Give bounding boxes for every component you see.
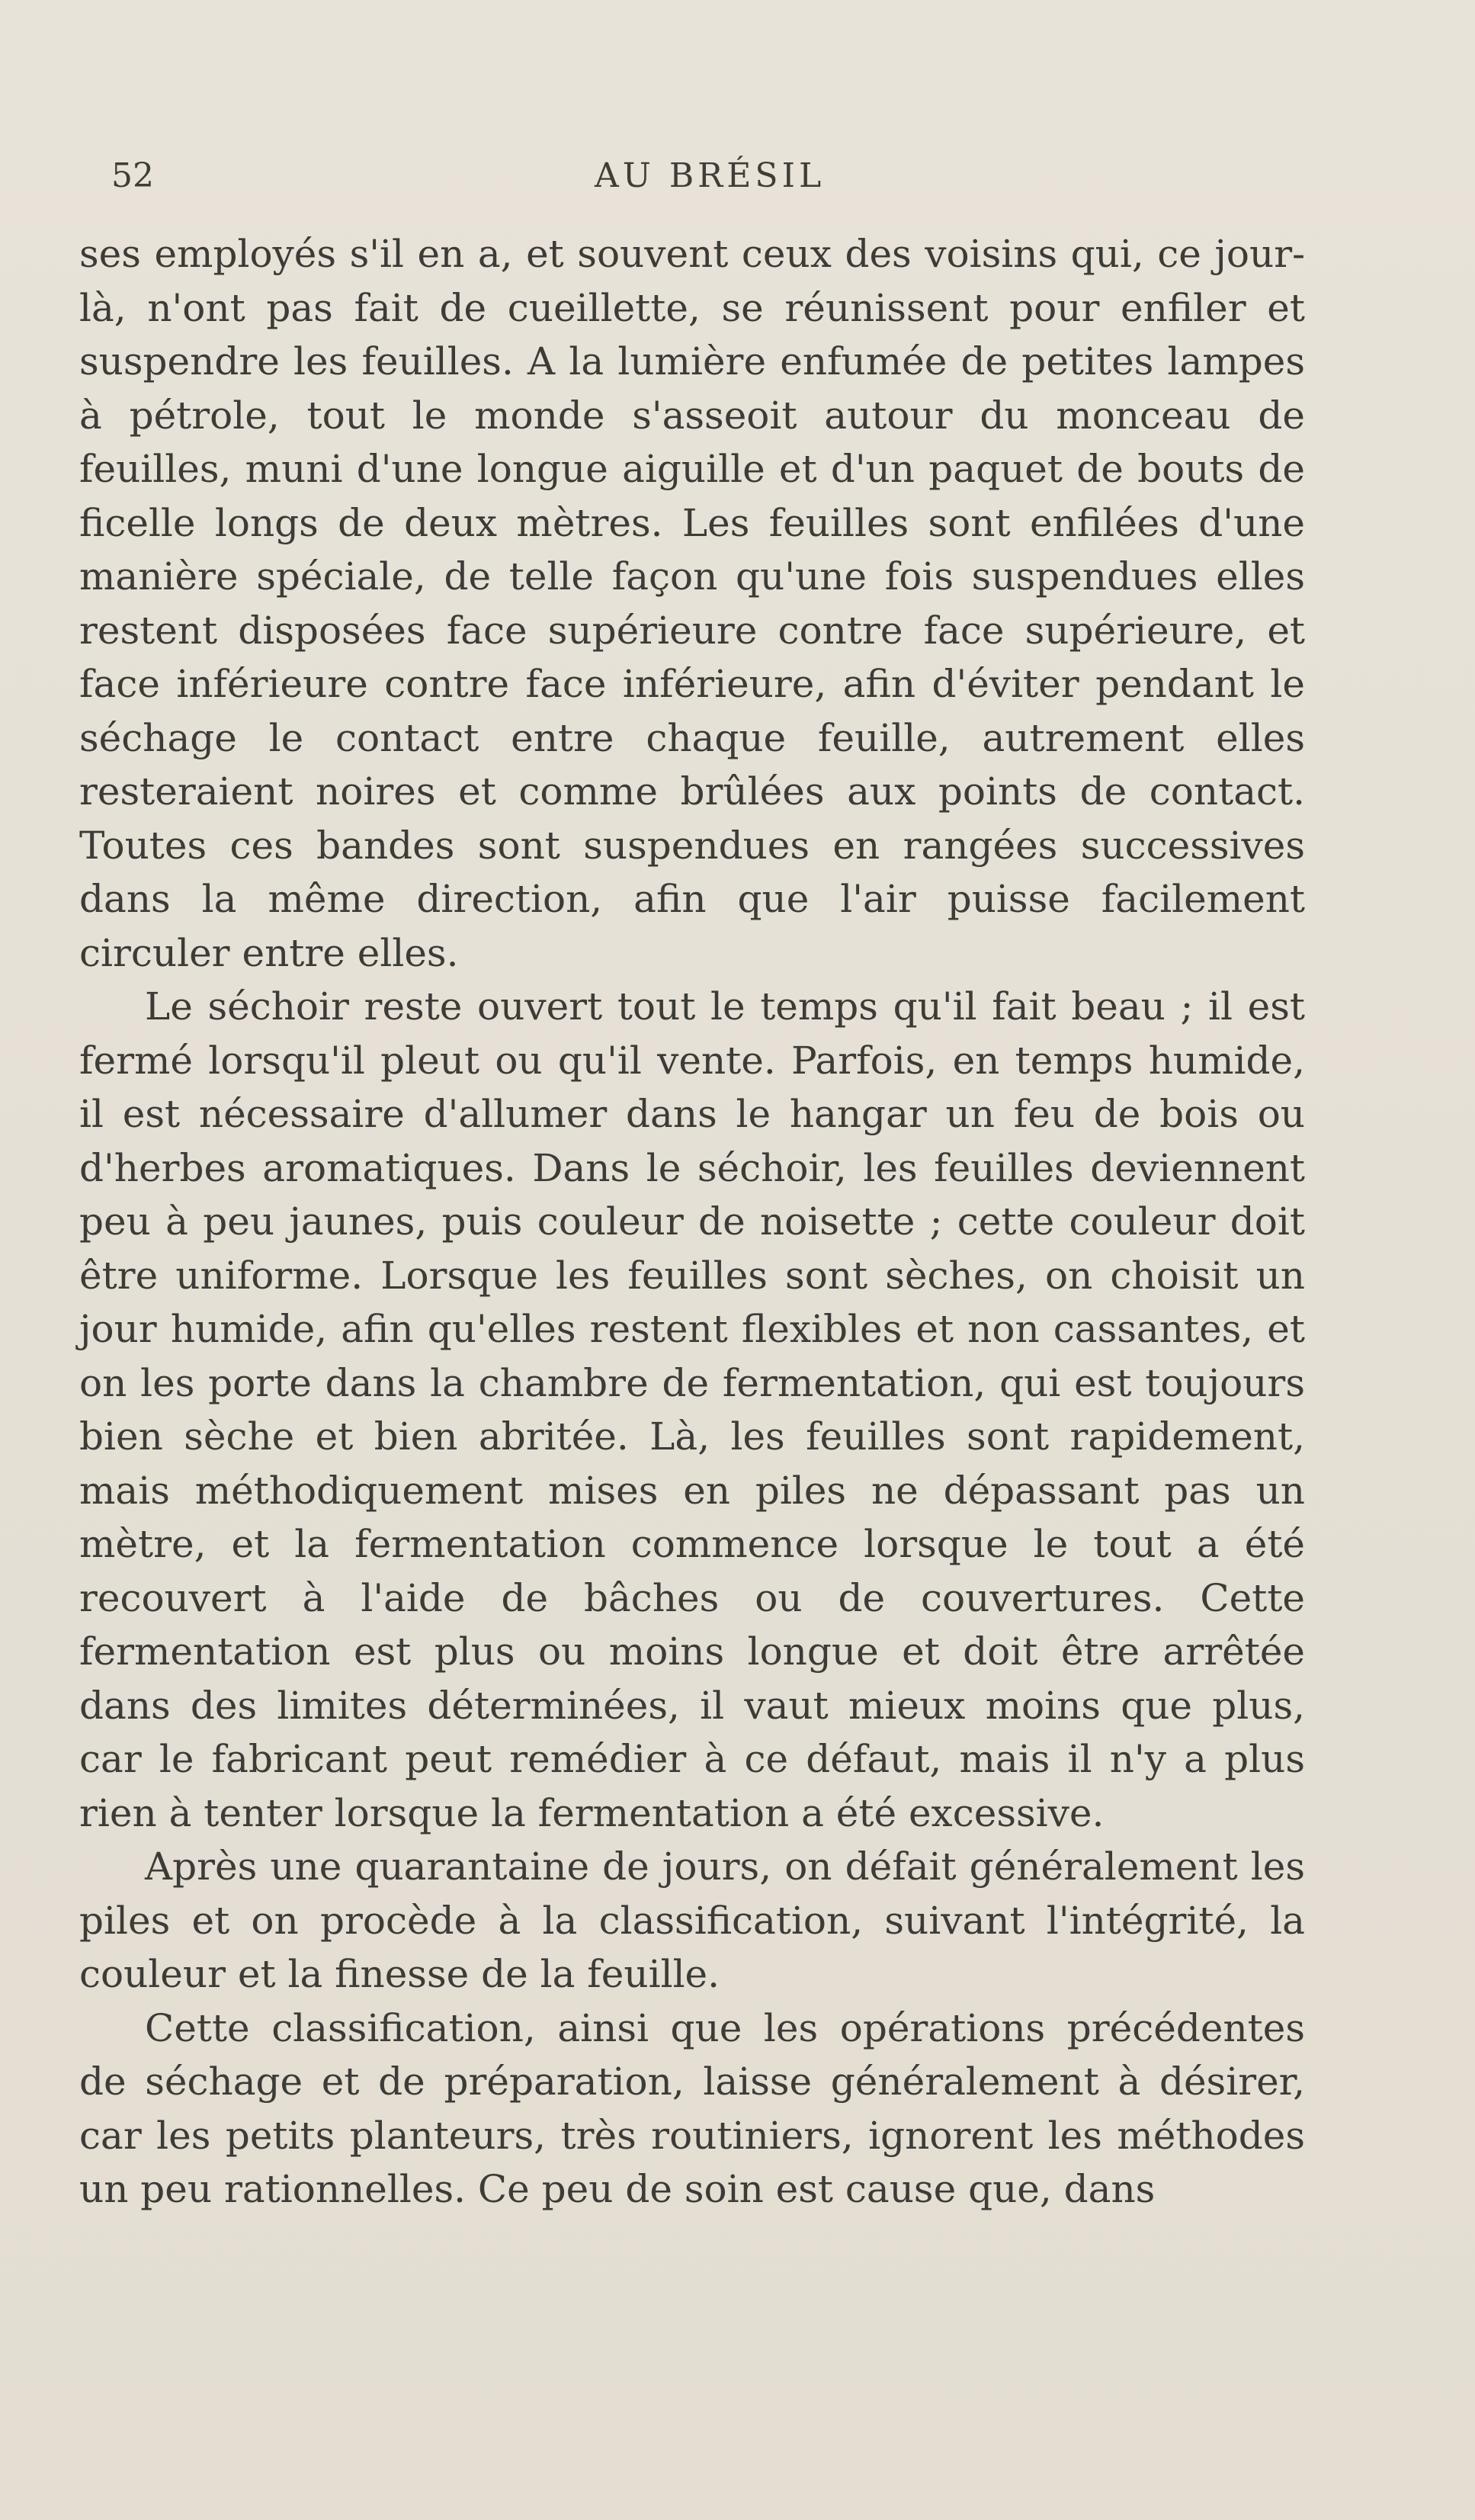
body-text <box>79 227 1305 2217</box>
page-header <box>107 149 1311 203</box>
paragraph-1: ses employés s'il en a, et souvent ceux des voisins qui, ce jour-là, n'ont pas fait de cueillette, se réunissent pour enfiler et suspendre les feuilles. A la lumière enfumée de petites lampes à pétrole, tout le monde s'asseoit autour du monceau de feuilles, muni d'une longue aiguille et d'un paquet de bouts de ficelle longs de deux mètres. Les feuilles sont enfilées d'une manière spéciale, de telle façon qu'une fois suspendues elles restent disposées face supérieure contre face supérieure, et face inférieure contre face inférieure, afin d'éviter pendant le séchage le contact entre chaque feuille, autrement elles resteraient noires et comme brûlées aux points de contact. Toutes ces bandes sont suspendues en rangées successives dans la même direction, afin que l'air puisse facilement circuler entre elles. <box>79 232 1305 975</box>
page-number: 52 <box>111 156 154 195</box>
paragraph-2: Le séchoir reste ouvert tout le temps qu'il fait beau ; il est fermé lorsqu'il pleut ou qu'il vente. Parfois, en temps humide, il est nécessaire d'allumer dans le hangar un feu de bois ou d'herbes aromatiques. Dans le séchoir, les feuilles deviennent peu à peu jaunes, puis couleur de noisette ; cette couleur doit être uniforme. Lorsque les feuilles sont sèches, on choisit un jour humide, afin qu'elles restent flexibles et non cassantes, et on les porte dans la chambre de fermentation, qui est toujours bien sèche et bien abritée. Là, les feuilles sont rapidement, mais méthodiquement mises en piles ne dépassant pas un mètre, et la fermentation commence lorsque le tout a été recouvert à l'aide de bâches ou de couvertures. Cette fermentation est plus ou moins longue et doit être arrêtée dans des limites déterminées, il vaut mieux moins que plus, car le fabricant peut remédier à ce défaut, mais il n'y a plus rien à tenter lorsque la fermentation a été excessive. <box>79 984 1305 1835</box>
paragraph-4: Cette classification, ainsi que les opérations précédentes de séchage et de préparation, laisse généralement à désirer, car les petits planteurs, très routiniers, ignorent les méthodes un peu rationnelles. Ce peu de soin est cause que, dans <box>79 2005 1305 2211</box>
running-title: AU BRÉSIL <box>595 156 826 195</box>
paragraph-3: Après une quarantaine de jours, on défait généralement les piles et on procède à la classification, suivant l'intégrité, la couleur et la finesse de la feuille. <box>79 1844 1305 1996</box>
